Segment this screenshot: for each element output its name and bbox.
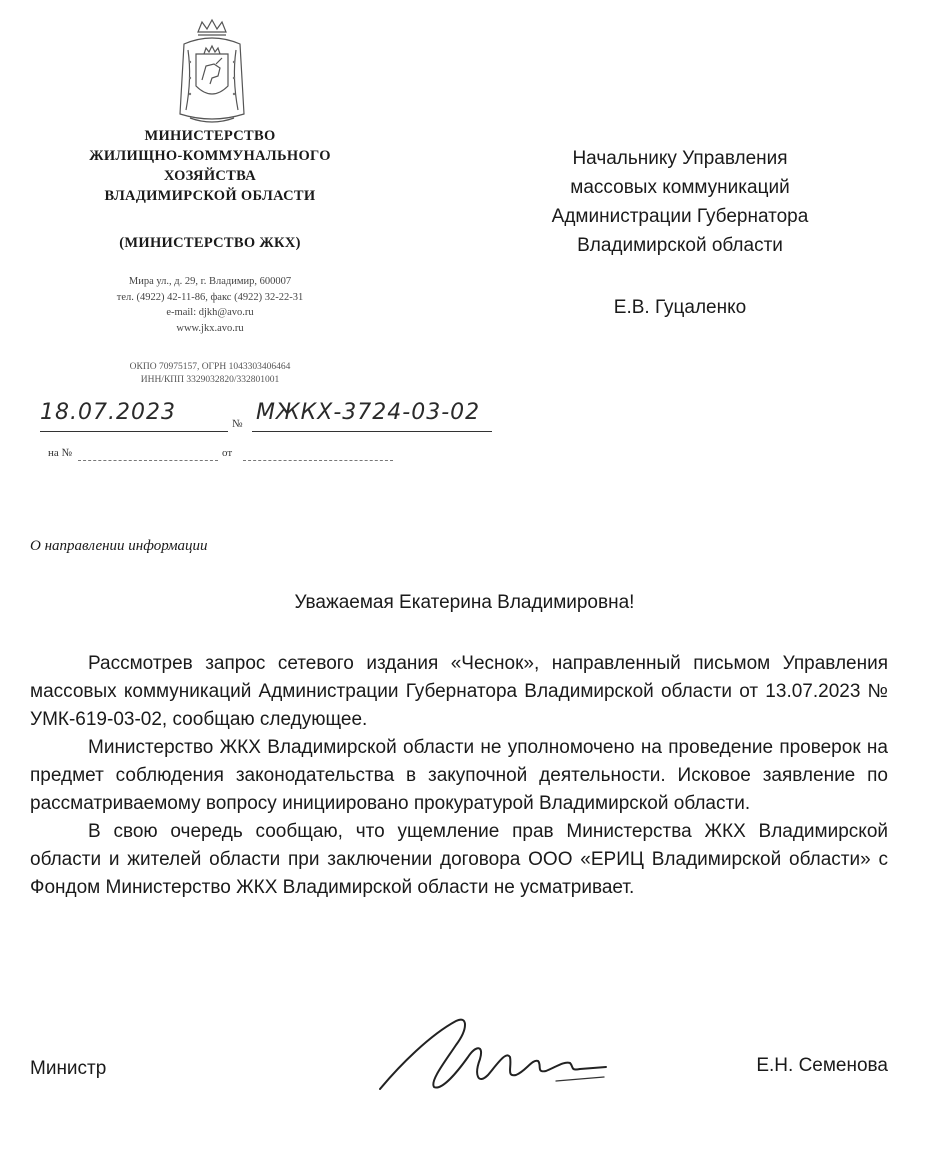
- ministry-short-label: (МИНИСТЕРСТВО ЖКХ): [119, 235, 301, 251]
- ministry-name-line: ХОЗЯЙСТВА: [164, 168, 256, 184]
- addressee-line: Начальнику Управления: [572, 148, 788, 169]
- letter-body: [30, 650, 888, 902]
- signatory-title: Министр: [30, 1058, 107, 1079]
- registration-codes: [40, 361, 380, 387]
- phone-line: тел. (4922) 42-11-86, факс (4922) 32-22-31: [116, 291, 304, 303]
- from-blank: [243, 460, 393, 461]
- ministry-name-block: [40, 126, 380, 206]
- addressee-name-block: [500, 293, 860, 322]
- body-paragraph: Рассмотрев запрос сетевого издания «Чеснок», направленный письмом Управления массовых коммуникаций Администрации Губернатора Владимирской области от 13.07.2023 № УМК-619-03-02, сообщаю следующее.: [30, 653, 888, 730]
- address-line: Мира ул., д. 29, г. Владимир, 600007: [128, 276, 292, 287]
- reply-to-blank: [78, 460, 218, 461]
- letter-subject: О направлении информации: [30, 538, 208, 554]
- signatory-name: Е.Н. Семенова: [756, 1055, 888, 1076]
- okpo-ogrn-line: ОКПО 70975157, ОГРН 1043303406464: [129, 362, 291, 372]
- greeting: Уважаемая Екатерина Владимировна!: [294, 592, 635, 613]
- email-line: e-mail: djkh@avo.ru: [166, 307, 254, 318]
- ministry-short-name: [40, 233, 380, 253]
- outgoing-date: 18.07.2023: [40, 400, 176, 425]
- ministry-name-line: ВЛАДИМИРСКОЙ ОБЛАСТИ: [104, 188, 316, 204]
- addressee-line: Администрации Губернатора: [551, 206, 809, 227]
- addressee-line: Владимирской области: [577, 235, 783, 256]
- body-paragraph: Министерство ЖКХ Владимирской области не уполномочено на проведение проверок на предмет соблюдения законодательства в закупочной деятельности. Исковое заявление по рассматриваемому вопросу инициировано прокуратурой Владимирской области.: [30, 737, 888, 814]
- ministry-contacts: [40, 274, 380, 336]
- outgoing-number: МЖКХ-3724-03-02: [256, 400, 481, 425]
- addressee-name: Е.В. Гуцаленко: [613, 297, 747, 318]
- handwritten-signature: [360, 1005, 620, 1100]
- addressee-block: [500, 144, 860, 260]
- body-paragraph: В свою очередь сообщаю, что ущемление прав Министерства ЖКХ Владимирской области и жителей области при заключении договора ООО «ЕРИЦ Владимирской области» с Фондом Министерство ЖКХ Владимирской области не усматривает.: [30, 821, 888, 898]
- coat-of-arms-emblem: [172, 18, 252, 126]
- date-underline: [40, 431, 228, 432]
- number-underline: [252, 431, 492, 432]
- website-line: www.jkx.avo.ru: [176, 322, 244, 334]
- ministry-name-line: ЖИЛИЩНО-КОММУНАЛЬНОГО: [89, 148, 331, 164]
- from-label: от: [222, 447, 233, 459]
- inn-kpp-line: ИНН/КПП 3329032820/332801001: [140, 375, 280, 385]
- addressee-line: массовых коммуникаций: [570, 177, 790, 198]
- number-label: №: [232, 418, 243, 430]
- ministry-name-line: МИНИСТЕРСТВО: [144, 128, 276, 144]
- reply-to-label: на №: [48, 447, 73, 459]
